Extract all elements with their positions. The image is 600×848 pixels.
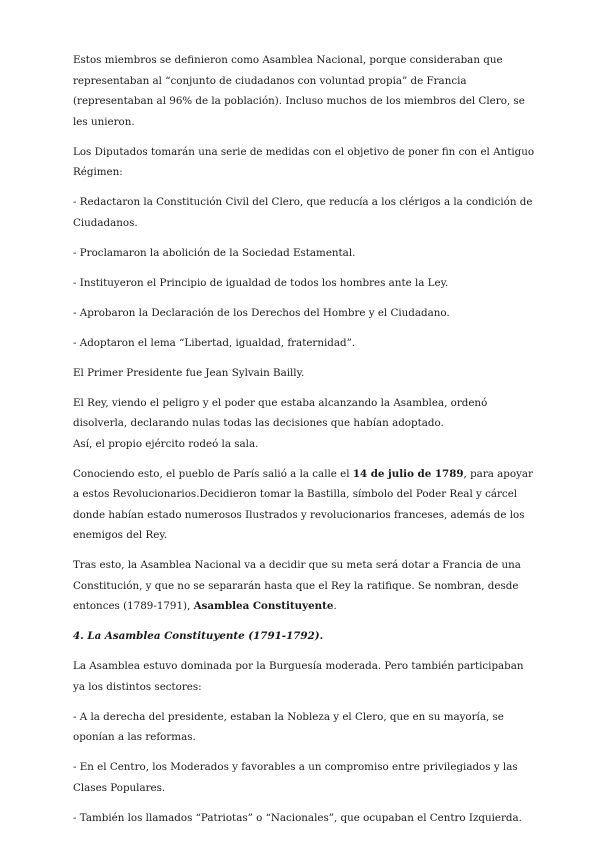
section-heading: 4. La Asamblea Constituyente (1791-1792). (73, 630, 324, 642)
list-item-constitucion-civil: - Redactaron la Constitución Civil del Clero, que reducía a los clérigos a la condición de Ciudadanos. (73, 196, 533, 229)
paragraph-burguesia: La Asamblea estuvo dominada por la Burguesía moderada. Pero también participaban ya los distintos sectores: (73, 660, 524, 693)
list-item-lema: - Adoptaron el lema “Libertad, igualdad, fraternidad”. (73, 336, 356, 349)
list-item-centro: - En el Centro, los Moderados y favorables a un compromiso entre privilegiados y las Clases Populares. (73, 761, 518, 794)
term-asamblea-constituyente: Asamblea Constituyente (193, 600, 334, 612)
paragraph-primer-presidente: El Primer Presidente fue Jean Sylvain Bailly. (73, 366, 305, 379)
paragraph-constitucion-text-2: . (333, 600, 337, 612)
list-item-derecha: - A la derecha del presidente, estaban la Nobleza y el Clero, que en su mayoría, se oponían a las reformas. (73, 710, 504, 743)
paragraph-rey-disolver: El Rey, viendo el peligro y el poder que estaba alcanzando la Asamblea, ordenó disolverla, declarando nulas todas las decisiones que habían adoptado. (73, 396, 488, 429)
paragraph-ejercito: Así, el propio ejército rodeó la sala. (73, 437, 259, 450)
paragraph-bastilla-text-1: Conociendo esto, el pueblo de París salió a la calle el (73, 467, 353, 480)
paragraph-bastilla (73, 464, 538, 546)
paragraph-bastilla-text-2: , para apoyar a estos Revolucionarios.Decidieron tomar la Bastilla, símbolo del Poder Real y cárcel donde habían estado numerosos Ilustrados y revolucionarios franceses, además de los enemigos del Rey. (73, 467, 533, 541)
paragraph-constitucion-text-1: Tras esto, la Asamblea Nacional va a decidir que su meta será dotar a Francia de una Constitución, y que no se separarán hasta que el Rey la ratifique. Se nombran, desde entonces (1789-1791), (73, 559, 521, 612)
list-item-declaracion-derechos: - Aprobaron la Declaración de los Derechos del Hombre y el Ciudadano. (73, 306, 450, 319)
paragraph-diputados-medidas: Los Diputados tomarán una serie de medidas con el objetivo de poner fin con el Antiguo Régimen: (73, 145, 535, 178)
list-item-patriotas: - También los llamados “Patriotas” o “Nacionales”, que ocupaban el Centro Izquierda. (73, 811, 522, 824)
date-14-julio-1789: 14 de julio de 1789 (352, 467, 464, 480)
paragraph-asamblea-nacional: Estos miembros se definieron como Asamblea Nacional, porque consideraban que representaban al “conjunto de ciudadanos con voluntad propia” de Francia (representaban al 96% de la población). Incluso muchos de los miembros del Clero, se les unieron. (73, 54, 525, 128)
paragraph-constitucion (73, 555, 538, 617)
list-item-principio-igualdad: - Instituyeron el Principio de igualdad de todos los hombres ante la Ley. (73, 276, 449, 289)
list-item-abolicion-estamental: - Proclamaron la abolición de la Sociedad Estamental. (73, 246, 356, 259)
